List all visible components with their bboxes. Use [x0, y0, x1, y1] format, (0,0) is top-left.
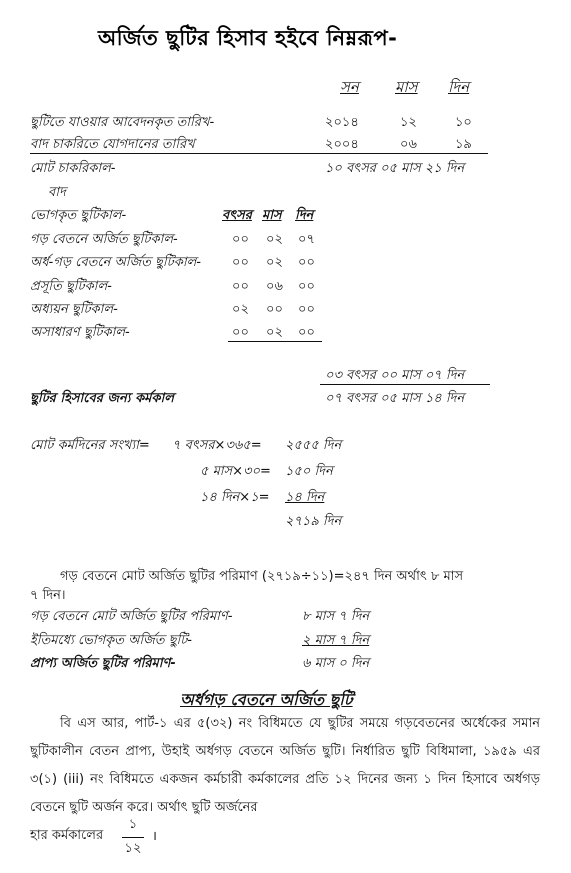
end-mark: । — [152, 829, 157, 844]
summary-row-label: গড় বেতনে মোট অর্জিত ছুটির পরিমাণ- — [30, 609, 233, 624]
leave-header-year: বৎসর — [222, 208, 252, 223]
leave-header-day: দিন — [295, 208, 314, 223]
leave-row-month: ০২ — [266, 325, 283, 340]
fraction-bar — [122, 837, 144, 838]
leave-service-label: ছুটির হিসাবের জন্য কর্মকাল — [30, 391, 174, 406]
leave-row-year: ০২ — [232, 302, 249, 317]
fraction — [122, 815, 144, 860]
service-row-year: ২০০৪ — [325, 137, 359, 152]
workdays-expr: ৫ মাস×৩০= — [200, 464, 271, 479]
leave-row-month: ০৬ — [266, 279, 283, 294]
workdays-total: ২৭১৯ দিন — [285, 514, 342, 529]
leave-row-year: ০০ — [232, 325, 249, 340]
header-year: সন — [340, 78, 359, 96]
service-row-label: বাদ চাকরিতে যোগদানের তারিখ — [30, 137, 195, 152]
total-service-value: ১০ বৎসর ০৫ মাস ২১ দিন — [325, 161, 465, 176]
summary-row-label: প্রাপ্য অর্জিত ছুটির পরিমাণ- — [30, 656, 176, 671]
service-row-year: ২০১৪ — [325, 115, 359, 130]
leave-row-day: ০০ — [298, 325, 315, 340]
deduct-label: বাদ — [48, 185, 66, 200]
workdays-result: ২৫৫৫ দিন — [285, 438, 342, 453]
leave-row-day: ০০ — [298, 255, 315, 270]
summary-row-label: ইতিমধ্যে ভোগকৃত অর্জিত ছুটি- — [30, 633, 192, 648]
service-row-day: ১০ — [455, 115, 472, 130]
workdays-expr: ৭ বৎসর×৩৬৫= — [172, 438, 262, 453]
fraction-numerator: ১ — [128, 817, 138, 832]
leave-service-value: ০৭ বৎসর ০৫ মাস ১৪ দিন — [325, 391, 465, 406]
leave-total-line — [228, 341, 322, 342]
leave-row-year: ০০ — [232, 232, 249, 247]
leave-row-day: ০৭ — [298, 232, 315, 247]
fraction-denominator: ১২ — [124, 841, 142, 856]
avg-pay-sentence-cont: ৭ দিন। — [30, 588, 66, 603]
last-line-text: হার কর্মকালের — [30, 828, 104, 843]
leave-row-day: ০০ — [298, 302, 315, 317]
page-title: অর্জিত ছুটির হিসাব হইবে নিম্নরূপ- — [98, 26, 398, 50]
header-day: দিন — [448, 78, 470, 96]
leave-row-day: ০০ — [298, 279, 315, 294]
leave-total-value: ০৩ বৎসর ০০ মাস ০৭ দিন — [325, 368, 465, 383]
body-paragraph: বি এস আর, পার্ট-১ এর ৫(৩২) নং বিধিমতে যে ছুটির সময়ে গড়বেতনের অর্ধেকের সমান ছুটিকালীন বেতন প্রাপ্য, উহাই অর্ধগড় বেতনে অর্জিত ছুটি। নির্ধারিত ছুটি বিধিমালা, ১৯৫৯ এর ৩(১) (iii) নং বিধিমতে একজন কর্মচারী কর্মকালের প্রতি ১২ দিনের জন্য ১ দিন হিসাবে অর্ধগড় বেতনে ছুটি অর্জন করে। অর্থাৎ ছুটি অর্জনের — [30, 716, 540, 815]
leave-header-month: মাস — [262, 208, 282, 223]
leave-row-month: ০২ — [266, 232, 283, 247]
section-title: অর্ধগড় বেতনে অর্জিত ছুটি — [180, 690, 353, 709]
summary-row-value: ৬ মাস ০ দিন — [302, 656, 370, 671]
service-row-day: ১৯ — [455, 137, 472, 152]
leave-row-label: অধ্যয়ন ছুটিকাল- — [30, 302, 118, 317]
summary-row-value: ২ মাস ৭ দিন — [302, 633, 370, 648]
leave-row-label: গড় বেতনে অর্জিত ছুটিকাল- — [30, 232, 178, 247]
leave-row-label: প্রসূতি ছুটিকাল- — [30, 279, 112, 294]
leave-row-year: ০০ — [232, 279, 249, 294]
avg-pay-sentence: গড় বেতনে মোট অর্জিত ছুটির পরিমাণ (২৭১৯÷১১)=২৪৭ দিন অর্থাৎ ৮ মাস — [60, 569, 464, 584]
total-service-label: মোট চাকরিকাল- — [30, 161, 116, 176]
workdays-result: ১৫০ দিন — [285, 464, 333, 479]
leave-row-label: অর্ধ-গড় বেতনে অর্জিত ছুটিকাল- — [30, 255, 201, 270]
leave-row-label: ভোগকৃত ছুটিকাল- — [30, 208, 127, 223]
workdays-expr: ১৪ দিন×১= — [200, 490, 270, 505]
divider-line — [30, 153, 488, 154]
leave-row-month: ০২ — [266, 255, 283, 270]
summary-row-value: ৮ মাস ৭ দিন — [302, 609, 370, 624]
header-month: মাস — [395, 78, 418, 96]
leave-row-label: অসাধারণ ছুটিকাল- — [30, 325, 130, 340]
workdays-label: মোট কর্মদিনের সংখ্যা= — [30, 438, 150, 453]
leave-row-month: ০০ — [266, 302, 283, 317]
workdays-result: ১৪ দিন — [285, 490, 325, 505]
divider-line — [320, 384, 490, 385]
leave-row-year: ০০ — [232, 255, 249, 270]
service-row-month: ০৬ — [400, 137, 417, 152]
service-row-month: ১২ — [400, 115, 417, 130]
service-row-label: ছুটিতে যাওয়ার আবেদনকৃত তারিখ- — [30, 115, 215, 130]
